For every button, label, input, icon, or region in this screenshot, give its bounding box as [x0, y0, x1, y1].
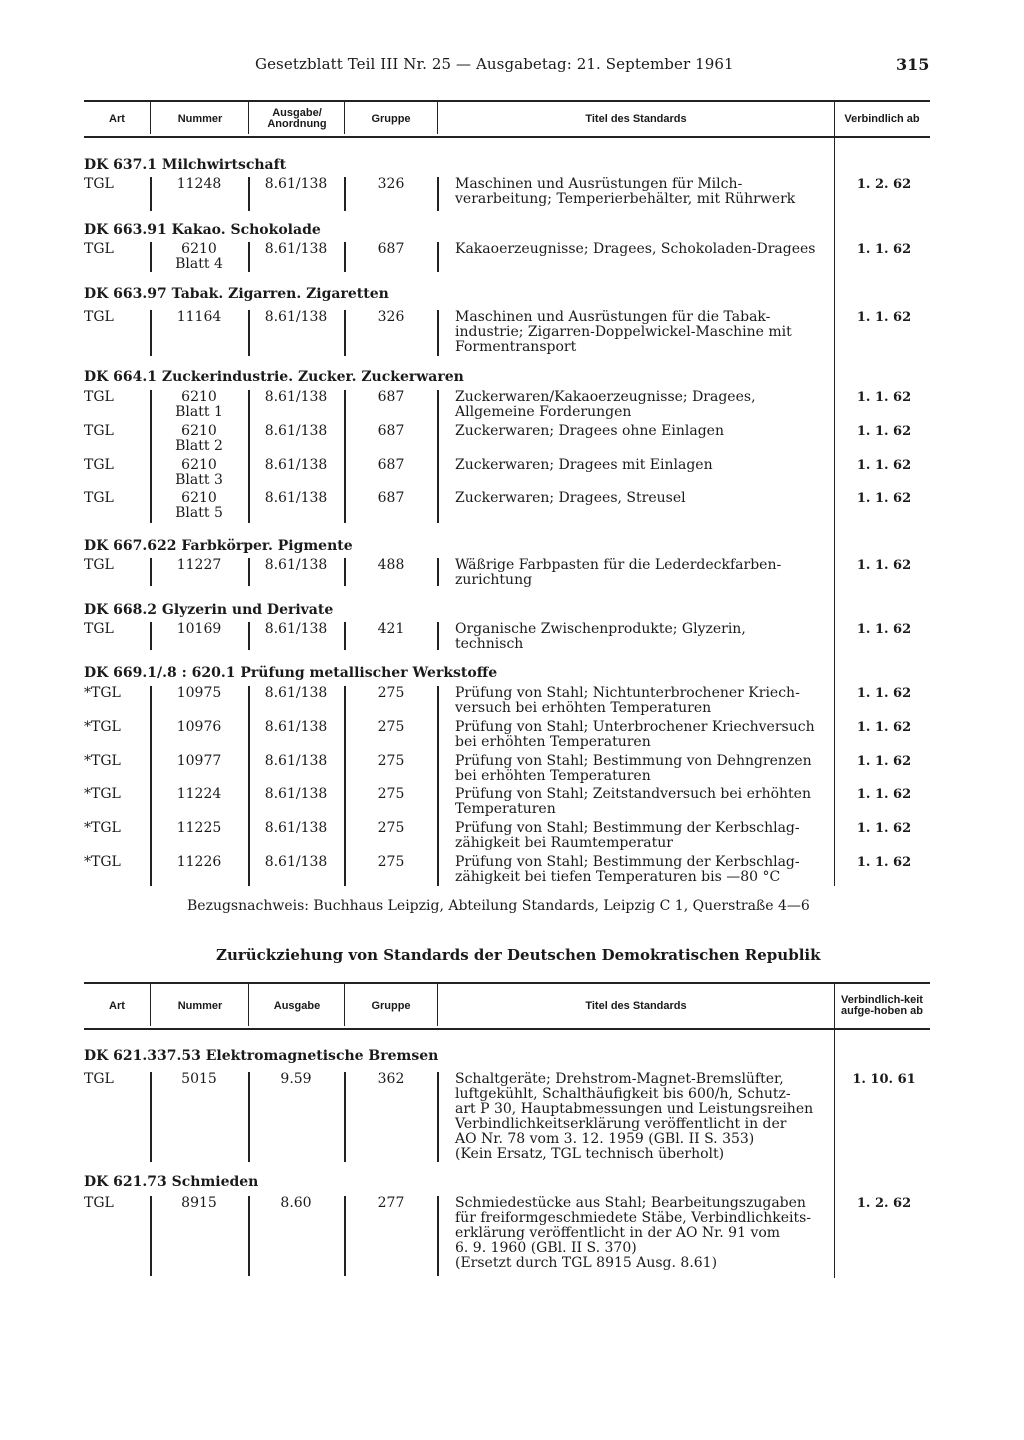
column-bar	[248, 310, 250, 356]
gruppe-cell: 687	[377, 241, 405, 257]
column-bar	[344, 558, 346, 586]
art-cell: *TGL	[84, 854, 121, 870]
art-cell: *TGL	[84, 719, 121, 735]
number-cell: 11224	[176, 786, 222, 802]
ausgabe-cell: 8.61/138	[264, 685, 328, 701]
column-bar	[248, 242, 250, 272]
column-bar	[248, 558, 250, 586]
gruppe-cell: 488	[377, 557, 405, 573]
table-row	[84, 458, 930, 490]
section-title: DK 621.337.53 Elektromagnetische Bremsen	[84, 1048, 439, 1064]
date-cell: 1. 1. 62	[856, 720, 912, 735]
table-row	[84, 310, 930, 358]
column-bar	[150, 390, 152, 523]
table2-divider	[150, 982, 151, 1026]
ausgabe-cell: 8.61/138	[264, 457, 328, 473]
title-line: für freiformgeschmiedete Stäbe, Verbindlichkeits-	[455, 1210, 812, 1226]
table-row	[84, 390, 930, 422]
table1-divider	[344, 100, 345, 134]
gruppe-cell: 275	[377, 753, 405, 769]
section-title: DK 667.622 Farbkörper. Pigmente	[84, 538, 353, 554]
art-cell: *TGL	[84, 820, 121, 836]
column-bar	[150, 242, 152, 272]
table-row	[84, 558, 930, 590]
table1-divider	[248, 100, 249, 134]
title-line: luftgekühlt, Schalthäufigkeit bis 600/h, Schutz-	[455, 1086, 791, 1102]
section-title: DK 664.1 Zuckerindustrie. Zucker. Zuckerwaren	[84, 369, 464, 385]
column-bar	[150, 686, 152, 886]
title-cell	[455, 622, 835, 652]
number-cell: 11227	[176, 557, 222, 573]
column-bar	[150, 177, 152, 211]
table-row	[84, 177, 930, 211]
title-cell	[455, 787, 835, 817]
ausgabe-cell: 8.61/138	[264, 176, 328, 192]
gruppe-cell: 687	[377, 490, 405, 506]
title-line: verarbeitung; Temperierbehälter, mit Rührwerk	[455, 191, 796, 207]
table-row	[84, 622, 930, 654]
col-titel: Titel des Standards	[585, 999, 687, 1012]
gruppe-cell: 326	[377, 309, 405, 325]
col-ausgabe: Ausgabe	[273, 999, 321, 1012]
column-bar	[437, 390, 439, 523]
number-cell	[154, 491, 244, 521]
col-art: Art	[109, 112, 125, 125]
ausgabe-cell: 8.61/138	[264, 786, 328, 802]
column-bar	[150, 558, 152, 586]
title-line: (Ersetzt durch TGL 8915 Ausg. 8.61)	[455, 1255, 718, 1271]
table2-divider	[437, 982, 438, 1026]
table1-divider	[437, 100, 438, 134]
ausgabe-cell: 8.61/138	[264, 820, 328, 836]
column-bar	[248, 1072, 250, 1162]
date-cell: 1. 1. 62	[856, 754, 912, 769]
gruppe-cell: 687	[377, 423, 405, 439]
column-bar	[248, 390, 250, 523]
column-bar	[344, 390, 346, 523]
title-cell	[455, 177, 835, 207]
date-cell: 1. 1. 62	[856, 390, 912, 405]
title-line: Temperaturen	[455, 801, 556, 817]
blatt-line: Blatt 2	[175, 438, 223, 454]
art-cell: TGL	[84, 457, 114, 473]
title-line: zurichtung	[455, 572, 533, 588]
number-cell: 5015	[181, 1071, 217, 1087]
column-bar	[248, 177, 250, 211]
art-cell: TGL	[84, 423, 114, 439]
number-cell: 10169	[176, 621, 222, 637]
column-bar	[437, 686, 439, 886]
section-title: DK 669.1/.8 : 620.1 Prüfung metallischer Werkstoffe	[84, 665, 498, 681]
art-cell: *TGL	[84, 786, 121, 802]
title-line: Prüfung von Stahl; Unterbrochener Kriechversuch	[455, 719, 815, 735]
title-line: bei erhöhten Temperaturen	[455, 768, 651, 784]
number-line: 6210	[181, 490, 217, 506]
title-line: art P 30, Hauptabmessungen und Leistungsreihen	[455, 1101, 814, 1117]
date-cell: 1. 1. 62	[856, 310, 912, 325]
title-cell	[455, 1196, 835, 1271]
title-cell	[455, 310, 835, 355]
date-cell: 1. 1. 62	[856, 855, 912, 870]
column-bar	[344, 686, 346, 886]
col-art: Art	[109, 999, 125, 1012]
gruppe-cell: 421	[377, 621, 405, 637]
art-cell: TGL	[84, 1071, 114, 1087]
gruppe-cell: 275	[377, 719, 405, 735]
number-cell: 11248	[176, 176, 222, 192]
number-cell	[154, 242, 244, 272]
title-cell	[455, 390, 835, 420]
title-line: Verbindlichkeitserklärung veröffentlicht in der	[455, 1116, 787, 1132]
title-cell	[455, 855, 835, 885]
withdrawal-heading: Zurückziehung von Standards der Deutschen Demokratischen Republik	[216, 946, 821, 964]
table-row	[84, 424, 930, 456]
col-nummer: Nummer	[177, 999, 223, 1012]
blatt-line: Blatt 3	[175, 472, 223, 488]
ausgabe-cell: 9.59	[280, 1071, 312, 1087]
gruppe-cell: 275	[377, 786, 405, 802]
title-line: Allgemeine Forderungen	[455, 404, 632, 420]
gruppe-cell: 275	[377, 685, 405, 701]
art-cell: *TGL	[84, 685, 121, 701]
table-row	[84, 855, 930, 887]
column-bar	[437, 622, 439, 650]
ausgabe-cell: 8.61/138	[264, 241, 328, 257]
column-bar	[150, 1072, 152, 1162]
number-cell: 11225	[176, 820, 222, 836]
number-line: 6210	[181, 389, 217, 405]
date-cell: 1. 1. 62	[856, 686, 912, 701]
column-bar	[344, 622, 346, 650]
column-bar	[344, 1196, 346, 1276]
table-row	[84, 242, 930, 276]
title-line: bei erhöhten Temperaturen	[455, 734, 651, 750]
title-line: erklärung veröffentlicht in der AO Nr. 91 vom	[455, 1225, 781, 1241]
gruppe-cell: 362	[377, 1071, 405, 1087]
art-cell: TGL	[84, 1195, 114, 1211]
title-cell: Kakaoerzeugnisse; Dragees, Schokoladen-Dragees	[455, 241, 816, 257]
column-bar	[437, 242, 439, 272]
page-number: 315	[896, 55, 930, 74]
date-cell: 1. 1. 62	[856, 821, 912, 836]
art-cell: TGL	[84, 176, 114, 192]
number-line: 6210	[181, 241, 217, 257]
page-header: Gesetzblatt Teil III Nr. 25 — Ausgabetag: 21. September 1961	[255, 55, 734, 73]
col-ausgabe: Ausgabe/ Anordnung	[267, 107, 327, 130]
col-gruppe: Gruppe	[371, 112, 411, 125]
title-cell: Zuckerwaren; Dragees mit Einlagen	[455, 457, 713, 473]
title-line: Schmiedestücke aus Stahl; Bearbeitungszugaben	[455, 1195, 806, 1211]
column-bar	[150, 622, 152, 650]
title-cell	[455, 558, 835, 588]
column-bar	[150, 310, 152, 356]
gruppe-cell: 687	[377, 389, 405, 405]
title-line: Formentransport	[455, 339, 577, 355]
title-line: zähigkeit bei Raumtemperatur	[455, 835, 673, 851]
title-cell: Zuckerwaren; Dragees, Streusel	[455, 490, 686, 506]
art-cell: TGL	[84, 241, 114, 257]
gruppe-cell: 275	[377, 854, 405, 870]
table2-header	[84, 982, 930, 1030]
gruppe-cell: 277	[377, 1195, 405, 1211]
number-cell: 11226	[176, 854, 222, 870]
date-cell: 1. 1. 62	[856, 787, 912, 802]
blatt-line: Blatt 5	[175, 505, 223, 521]
column-bar	[437, 1072, 439, 1162]
title-line: Prüfung von Stahl; Zeitstandversuch bei erhöhten	[455, 786, 811, 802]
col-gruppe: Gruppe	[371, 999, 411, 1012]
table2-divider	[248, 982, 249, 1026]
col-titel: Titel des Standards	[585, 112, 687, 125]
date-cell: 1. 1. 62	[856, 622, 912, 637]
title-line: Maschinen und Ausrüstungen für die Tabak-	[455, 309, 771, 325]
title-line: Wäßrige Farbpasten für die Lederdeckfarben-	[455, 557, 782, 573]
ausgabe-cell: 8.61/138	[264, 309, 328, 325]
title-line: Schaltgeräte; Drehstrom-Magnet-Bremslüfter,	[455, 1071, 784, 1087]
title-line: Prüfung von Stahl; Nichtunterbrochener Kriech-	[455, 685, 800, 701]
date-cell: 1. 2. 62	[856, 1196, 912, 1211]
ausgabe-cell: 8.61/138	[264, 423, 328, 439]
title-line: industrie; Zigarren-Doppelwickel-Maschine mit	[455, 324, 792, 340]
section-title: DK 663.91 Kakao. Schokolade	[84, 222, 321, 238]
section-title: DK 621.73 Schmieden	[84, 1174, 259, 1190]
ausgabe-cell: 8.61/138	[264, 719, 328, 735]
title-line: (Kein Ersatz, TGL technisch überholt)	[455, 1146, 725, 1162]
gruppe-cell: 687	[377, 457, 405, 473]
col-verbindlich-aufgehoben: Verbindlich-keit aufge-hoben ab	[841, 994, 923, 1017]
table-row	[84, 754, 930, 786]
number-cell: 10976	[176, 719, 222, 735]
table-row	[84, 1196, 930, 1274]
title-cell	[455, 686, 835, 716]
number-line: 6210	[181, 457, 217, 473]
source-note: Bezugsnachweis: Buchhaus Leipzig, Abteilung Standards, Leipzig C 1, Querstraße 4—6	[187, 898, 810, 914]
title-line: versuch bei erhöhten Temperaturen	[455, 700, 712, 716]
title-line: Prüfung von Stahl; Bestimmung der Kerbschlag-	[455, 820, 800, 836]
col-nummer: Nummer	[177, 112, 223, 125]
table1-header	[84, 100, 930, 138]
title-cell	[455, 1072, 835, 1162]
number-line: 6210	[181, 423, 217, 439]
column-bar	[437, 1196, 439, 1276]
ausgabe-cell: 8.61/138	[264, 753, 328, 769]
table-row	[84, 821, 930, 853]
date-cell: 1. 1. 62	[856, 424, 912, 439]
art-cell: TGL	[84, 621, 114, 637]
date-cell: 1. 1. 62	[856, 491, 912, 506]
ausgabe-cell: 8.60	[280, 1195, 312, 1211]
table-row	[84, 491, 930, 523]
title-line: 6. 9. 1960 (GBl. II S. 370)	[455, 1240, 637, 1256]
table-row	[84, 686, 930, 718]
title-line: Zuckerwaren/Kakaoerzeugnisse; Dragees,	[455, 389, 756, 405]
date-cell: 1. 1. 62	[856, 242, 912, 257]
number-cell	[154, 458, 244, 488]
table-row	[84, 787, 930, 819]
table2-divider	[344, 982, 345, 1026]
number-cell	[154, 424, 244, 454]
column-bar	[344, 1072, 346, 1162]
table-row	[84, 720, 930, 752]
title-cell	[455, 720, 835, 750]
col-verbindlich: Verbindlich ab	[844, 112, 920, 125]
section-title: DK 637.1 Milchwirtschaft	[84, 157, 287, 173]
date-cell: 1. 1. 62	[856, 458, 912, 473]
title-cell	[455, 821, 835, 851]
art-cell: TGL	[84, 309, 114, 325]
gruppe-cell: 275	[377, 820, 405, 836]
title-line: Prüfung von Stahl; Bestimmung der Kerbschlag-	[455, 854, 800, 870]
table-row	[84, 1072, 930, 1164]
art-cell: TGL	[84, 389, 114, 405]
column-bar	[437, 177, 439, 211]
blatt-line: Blatt 4	[175, 256, 223, 272]
column-bar	[248, 686, 250, 886]
column-bar	[344, 242, 346, 272]
art-cell: *TGL	[84, 753, 121, 769]
title-line: AO Nr. 78 vom 3. 12. 1959 (GBl. II S. 353)	[455, 1131, 755, 1147]
ausgabe-cell: 8.61/138	[264, 854, 328, 870]
title-line: zähigkeit bei tiefen Temperaturen bis —80 °C	[455, 869, 781, 885]
table1-divider	[150, 100, 151, 134]
number-cell: 10977	[176, 753, 222, 769]
title-cell: Zuckerwaren; Dragees ohne Einlagen	[455, 423, 724, 439]
number-cell: 10975	[176, 685, 222, 701]
column-bar	[248, 622, 250, 650]
title-line: Maschinen und Ausrüstungen für Milch-	[455, 176, 743, 192]
ausgabe-cell: 8.61/138	[264, 490, 328, 506]
section-title: DK 668.2 Glyzerin und Derivate	[84, 602, 334, 618]
number-cell: 11164	[176, 309, 222, 325]
ausgabe-cell: 8.61/138	[264, 621, 328, 637]
title-cell	[455, 754, 835, 784]
ausgabe-cell: 8.61/138	[264, 389, 328, 405]
number-cell: 8915	[181, 1195, 217, 1211]
art-cell: TGL	[84, 490, 114, 506]
section-title: DK 663.97 Tabak. Zigarren. Zigaretten	[84, 286, 389, 302]
title-line: Prüfung von Stahl; Bestimmung von Dehngrenzen	[455, 753, 812, 769]
column-bar	[437, 310, 439, 356]
column-bar	[344, 177, 346, 211]
title-line: Organische Zwischenprodukte; Glyzerin,	[455, 621, 746, 637]
gruppe-cell: 326	[377, 176, 405, 192]
date-cell: 1. 10. 61	[852, 1072, 916, 1087]
column-bar	[248, 1196, 250, 1276]
column-bar	[150, 1196, 152, 1276]
date-cell: 1. 1. 62	[856, 558, 912, 573]
number-cell	[154, 390, 244, 420]
art-cell: TGL	[84, 557, 114, 573]
ausgabe-cell: 8.61/138	[264, 557, 328, 573]
blatt-line: Blatt 1	[175, 404, 223, 420]
title-line: technisch	[455, 636, 524, 652]
date-cell: 1. 2. 62	[856, 177, 912, 192]
column-bar	[344, 310, 346, 356]
column-bar	[437, 558, 439, 586]
